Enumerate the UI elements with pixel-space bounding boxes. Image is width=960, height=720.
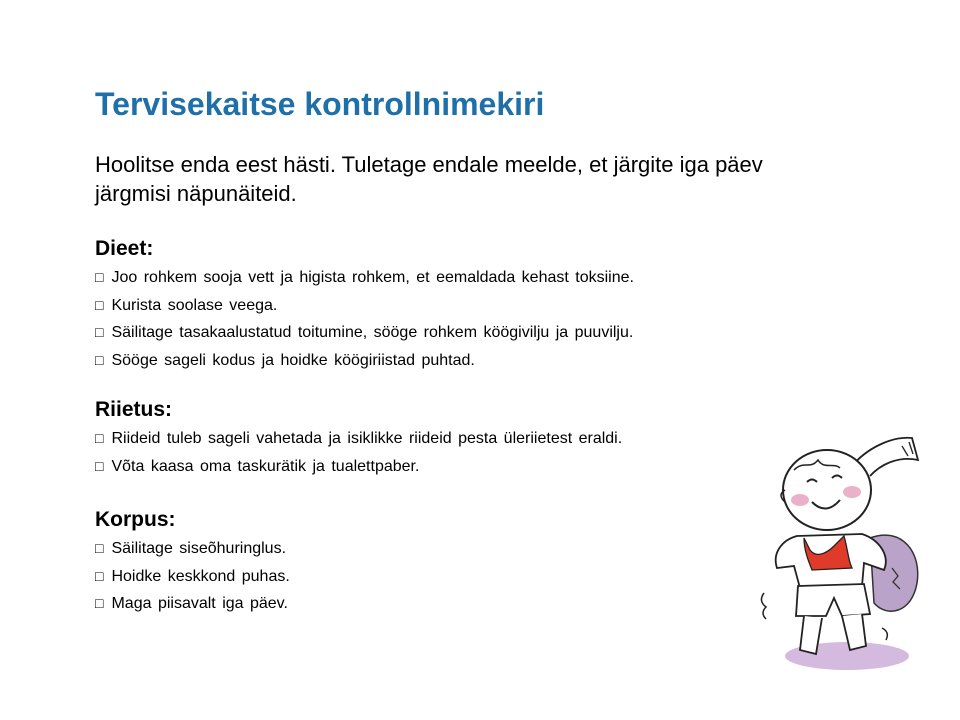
section-heading: Dieet:: [95, 237, 154, 260]
intro-text: Hoolitse enda eest hästi. Tuletage endale meelde, et järgite iga päev järgmisi näpunäiteid.: [95, 152, 763, 206]
checklist-item: [95, 563, 290, 591]
checklist-item-label: Säilitage tasakaalustatud toitumine, sööge rohkem köögivilju ja puuvilju.: [111, 324, 634, 341]
section-body: [95, 507, 290, 618]
section-diet: [95, 236, 634, 374]
checklist-item-label: Joo rohkem sooja vett ja higista rohkem, et eemaldada kehast toksiine.: [111, 269, 634, 286]
checklist: [95, 425, 622, 480]
section-heading: Riietus:: [95, 398, 173, 421]
checklist: [95, 264, 634, 374]
checklist-item-label: Hoidke keskkond puhas.: [111, 567, 290, 585]
shorts: [796, 584, 870, 616]
checklist-item-label: Maga piisavalt iga päev.: [111, 595, 288, 612]
checkbox-icon[interactable]: □: [95, 269, 104, 285]
checkbox-icon[interactable]: □: [95, 457, 104, 474]
section-heading: Korpus:: [95, 508, 176, 531]
checklist-item: [95, 453, 622, 481]
page-title: Tervisekaitse kontrollnimekiri: [95, 86, 545, 122]
checkbox-icon[interactable]: □: [95, 540, 104, 556]
checkbox-icon[interactable]: □: [95, 324, 104, 340]
checklist-item: [95, 590, 290, 618]
cartoon-girl-illustration: [752, 418, 932, 680]
checklist-item: [95, 425, 622, 453]
checklist-item-label: Riideid tuleb sageli vahetada ja isiklikke riideid pesta üleriietest eraldi.: [111, 430, 623, 447]
checklist-item-label: Võta kaasa oma taskurätik ja tualettpaber.: [111, 457, 420, 475]
section-clothing: [95, 397, 622, 480]
checklist-item: [95, 347, 634, 375]
checkbox-icon[interactable]: □: [95, 296, 104, 313]
checklist-item-label: Säilitage siseõhuringlus.: [111, 540, 287, 557]
checkbox-icon[interactable]: □: [95, 351, 104, 368]
checklist-item: [95, 319, 634, 347]
checkbox-icon[interactable]: □: [95, 595, 104, 611]
checklist-item-label: Sööge sageli kodus ja hoidke köögiriistad puhtad.: [111, 351, 475, 369]
checkbox-icon[interactable]: □: [95, 430, 104, 446]
checklist-item: [95, 535, 290, 563]
checklist-item: [95, 264, 634, 292]
checkbox-icon[interactable]: □: [95, 567, 104, 584]
checklist-item: [95, 292, 634, 320]
checklist-item-label: Kurista soolase veega.: [111, 296, 278, 314]
checklist: [95, 535, 290, 618]
